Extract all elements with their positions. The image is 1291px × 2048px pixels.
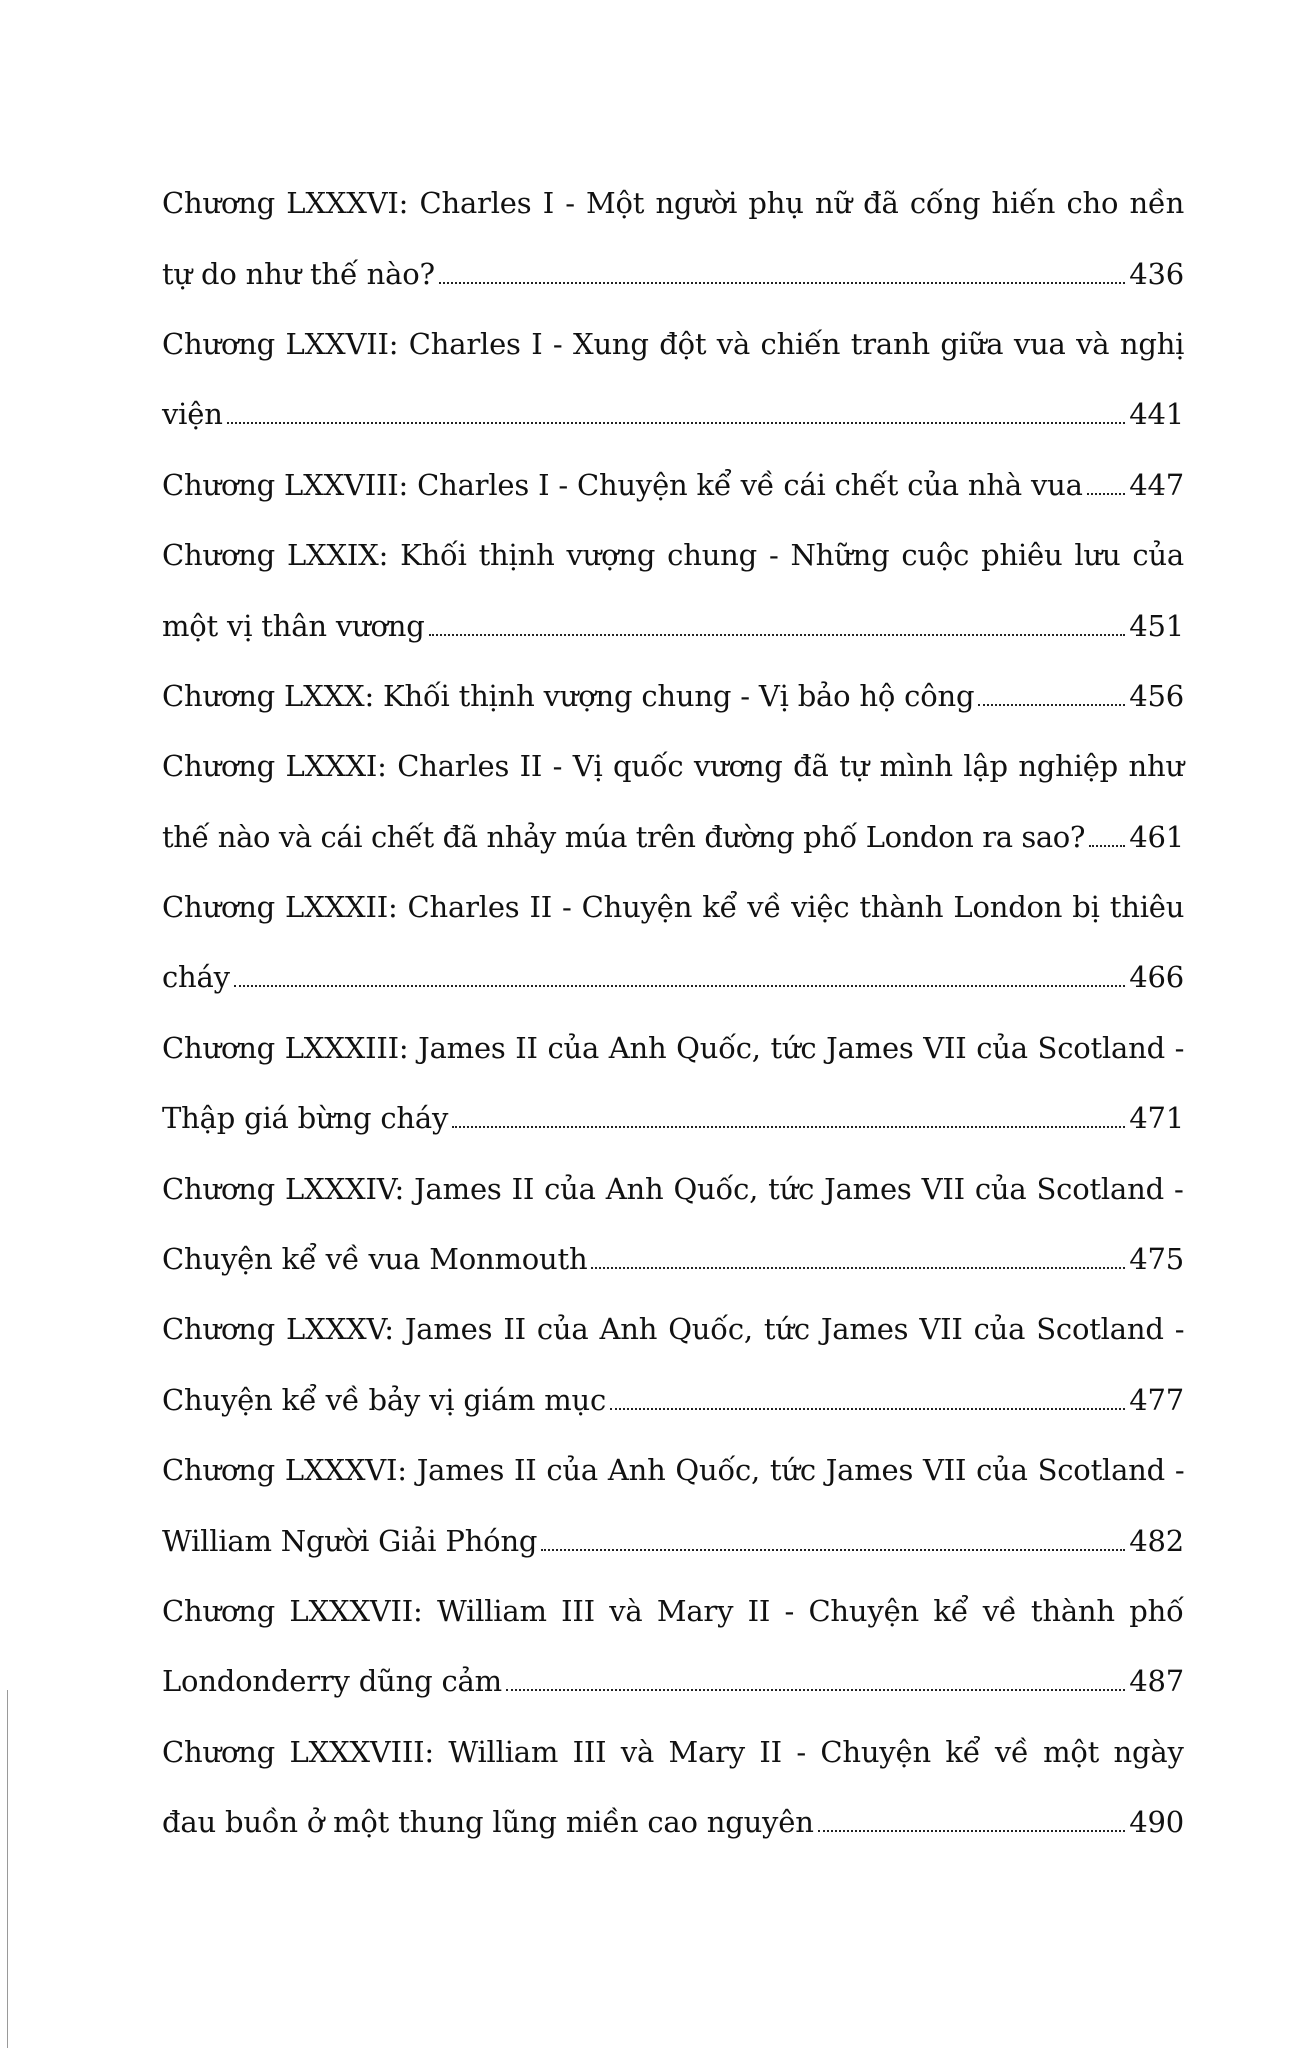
toc-entry-title: Chương LXXXIV: James II của Anh Quốc, tức James VII của Scotland - — [162, 1171, 1184, 1206]
toc-page-number: 451 — [1129, 608, 1184, 643]
toc-entry-title: thế nào và cái chết đã nhảy múa trên đường phố London ra sao? — [162, 819, 1085, 854]
dot-leader — [978, 704, 1125, 706]
toc-entry-title: Chương LXXIX: Khối thịnh vượng chung - Những cuộc phiêu lưu của — [162, 538, 1184, 573]
dot-leader — [1087, 493, 1126, 495]
toc-page-number: 447 — [1129, 467, 1184, 502]
toc-entry-title: Chuyện kể về vua Monmouth — [162, 1242, 588, 1277]
dot-leader — [610, 1408, 1125, 1410]
toc-entry-title: đau buồn ở một thung lũng miền cao nguyên — [162, 1805, 814, 1840]
toc-page-number: 466 — [1129, 960, 1184, 995]
toc-entry-last-line — [162, 1787, 1184, 1857]
dot-leader — [227, 422, 1126, 424]
toc-page-number: 490 — [1129, 1805, 1184, 1840]
toc-entry-title: Chương LXXXVI: James II của Anh Quốc, tức James VII của Scotland - — [162, 1453, 1185, 1488]
toc-entry-title: Chương LXXXVIII: William III và Mary II - Chuyện kể về một ngày — [162, 1734, 1184, 1769]
toc-entry-last-line — [162, 942, 1184, 1012]
toc-entry-title: một vị thân vương — [162, 608, 425, 643]
toc-entry-title: Chương LXXXI: Charles II - Vị quốc vương đã tự mình lập nghiệp như — [162, 749, 1184, 784]
toc-entry-last-line — [162, 1505, 1184, 1575]
toc-entry-title: viện — [162, 397, 223, 432]
dot-leader — [1089, 845, 1125, 847]
toc-entry-last-line — [162, 661, 1184, 731]
toc-page-number: 441 — [1129, 397, 1184, 432]
dot-leader — [429, 634, 1126, 636]
toc-page-number: 487 — [1129, 1664, 1184, 1699]
dot-leader — [591, 1267, 1125, 1269]
toc-entry-line — [162, 1576, 1184, 1646]
toc-entry-line — [162, 520, 1184, 590]
dot-leader — [452, 1126, 1125, 1128]
toc-entry-last-line — [162, 1224, 1184, 1294]
toc-entry-title: William Người Giải Phóng — [162, 1523, 538, 1558]
toc-entry-title: Thập giá bừng cháy — [162, 1101, 449, 1136]
toc-entry-last-line — [162, 450, 1184, 520]
toc-entry-line — [162, 1717, 1184, 1787]
dot-leader — [234, 985, 1125, 987]
dot-leader — [506, 1689, 1125, 1691]
toc-entry-title: Chương LXXVII: Charles I - Xung đột và chiến tranh giữa vua và nghị — [162, 326, 1185, 361]
toc-entry-title: tự do như thế nào? — [162, 256, 435, 291]
toc-entry-line — [162, 309, 1184, 379]
toc-entry-last-line — [162, 590, 1184, 660]
toc-page-number: 482 — [1129, 1523, 1184, 1558]
dot-leader — [818, 1830, 1126, 1832]
toc-entry-title: Chương LXXVIII: Charles I - Chuyện kể về cái chết của nhà vua — [162, 467, 1083, 502]
table-of-contents — [162, 168, 1184, 1857]
toc-page-number: 456 — [1129, 678, 1184, 713]
toc-page-number: 436 — [1129, 256, 1184, 291]
toc-entry-line — [162, 1294, 1184, 1364]
toc-entry-line — [162, 872, 1184, 942]
toc-entry-line — [162, 1153, 1184, 1223]
toc-entry-title: Chương LXXXVI: Charles I - Một người phụ nữ đã cống hiến cho nền — [162, 186, 1185, 221]
toc-page-number: 461 — [1129, 819, 1184, 854]
toc-entry-last-line — [162, 1083, 1184, 1153]
toc-page-number: 477 — [1129, 1382, 1184, 1417]
dot-leader — [439, 282, 1125, 284]
scan-edge-line — [7, 1690, 8, 2048]
dot-leader — [541, 1549, 1125, 1551]
toc-entry-title: cháy — [162, 960, 230, 995]
toc-entry-last-line — [162, 1646, 1184, 1716]
toc-entry-title: Londonderry dũng cảm — [162, 1664, 502, 1699]
toc-entry-line — [162, 168, 1184, 238]
toc-page-number: 471 — [1129, 1101, 1184, 1136]
toc-entry-title: Chương LXXX: Khối thịnh vượng chung - Vị bảo hộ công — [162, 678, 975, 713]
toc-entry-title: Chương LXXXVII: William III và Mary II - Chuyện kể về thành phố — [162, 1594, 1184, 1628]
toc-entry-last-line — [162, 238, 1184, 308]
toc-entry-last-line — [162, 1365, 1184, 1435]
toc-entry-line — [162, 1435, 1184, 1505]
toc-entry-line — [162, 1013, 1184, 1083]
toc-entry-title: Chương LXXXV: James II của Anh Quốc, tức James VII của Scotland - — [162, 1312, 1185, 1347]
toc-entry-last-line — [162, 379, 1184, 449]
toc-entry-title: Chuyện kể về bảy vị giám mục — [162, 1382, 607, 1417]
toc-entry-last-line — [162, 802, 1184, 872]
toc-entry-line — [162, 731, 1184, 801]
toc-entry-title: Chương LXXXIII: James II của Anh Quốc, tức James VII của Scotland - — [162, 1030, 1185, 1065]
toc-page-number: 475 — [1129, 1242, 1184, 1277]
toc-entry-title: Chương LXXXII: Charles II - Chuyện kể về việc thành London bị thiêu — [162, 890, 1185, 925]
